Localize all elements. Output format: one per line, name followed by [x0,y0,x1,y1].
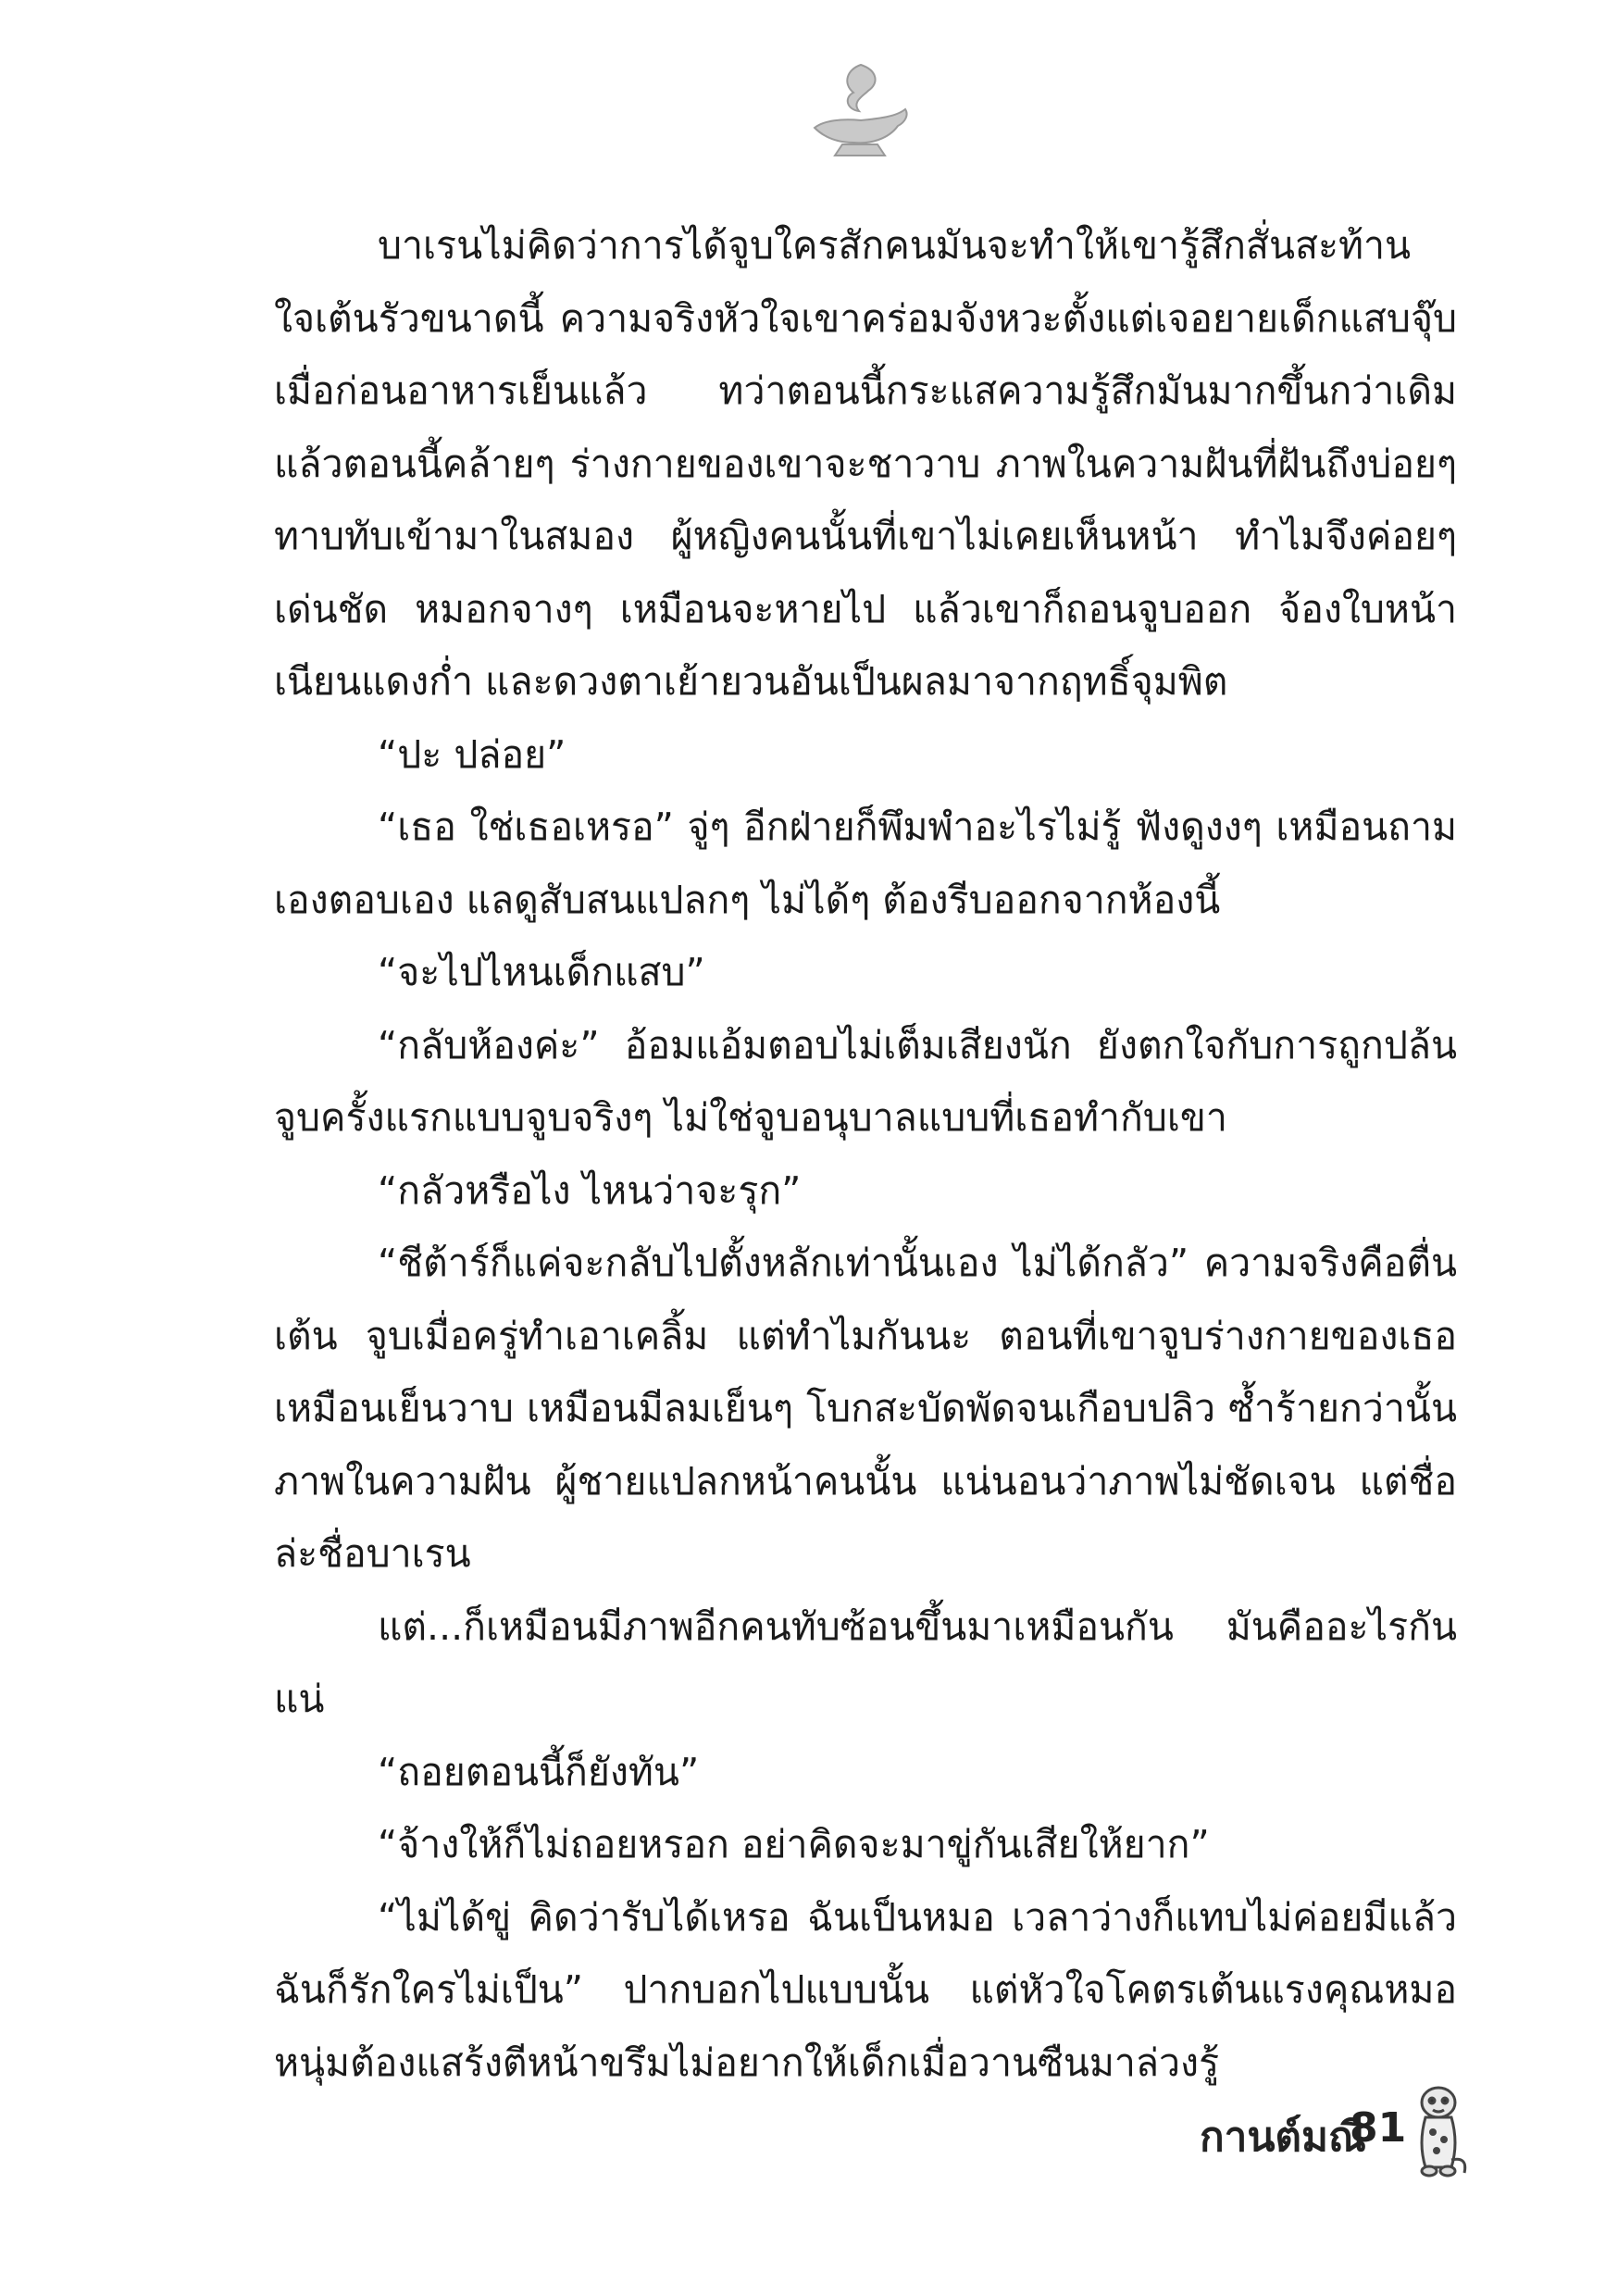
story-text [274,209,1457,2099]
paragraph: “ถอยตอนนี้ก็ยังทัน” [378,1749,700,1794]
paragraph: “จะไปไหนเด็กแสบ” [378,950,705,994]
paragraph: บาเรนไม่คิดว่าการได้จูบใครสักคนมันจะทำให้เขารู้สึกสั่นสะท้าน ใจเต้นรัวขนาดนี้ ความจริงหัวใจเขาคร่อมจังหวะตั้งแต่เจอยายเด็กแสบจุ๊บเมื่อก่อนอาหารเย็นแล้ว ทว่าตอนนี้กระแสความรู้สึกมันมากขึ้นกว่าเดิม แล้วตอนนี้คล้ายๆ ร่างกายของเขาจะชาวาบ ภาพในความฝันที่ฝันถึงบ่อยๆ ทาบทับเข้ามาในสมอง ผู้หญิงคนนั้นที่เขาไม่เคยเห็นหน้า ทำไมจึงค่อยๆ เด่นชัด หมอกจางๆ เหมือนจะหายไป แล้วเขาก็ถอนจูบออก จ้องใบหน้าเนียนแดงก่ำ และดวงตาเย้ายวนอันเป็นผลมาจากฤทธิ์จุมพิต [274,223,1457,704]
page-number: 81 [1350,2104,1407,2152]
paragraph: “กลับห้องค่ะ” อ้อมแอ้มตอบไม่เต็มเสียงนัก ยังตกใจกับการถูกปล้นจูบครั้งแรกแบบจูบจริงๆ ไม่ใช่จูบอนุบาลแบบที่เธอทำกับเขา [274,1022,1457,1140]
paragraph: “ปะ ปล่อย” [378,731,566,777]
paragraph: “ชีต้าร์ก็แค่จะกลับไปตั้งหลักเท่านั้นเอง ไม่ได้กลัว” ความจริงคือตื่นเต้น จูบเมื่อครู่ทำเอาเคลิ้ม แต่ทำไมกันนะ ตอนที่เขาจูบร่างกายของเธอเหมือนเย็นวาบ เหมือนมีลมเย็นๆ โบกสะบัดพัดจนเกือบปลิว ซ้ำร้ายกว่านั้นภาพในความฝัน ผู้ชายแปลกหน้าคนนั้น แน่นอนว่าภาพไม่ชัดเจน แต่ชื่อล่ะชื่อบาเรน [274,1241,1457,1576]
page-footer [1194,2088,1472,2190]
author-name: กานต์มณี [1200,2114,1366,2161]
genie-lamp-icon [796,56,926,167]
paragraph: แต่...ก็เหมือนมีภาพอีกคนทับซ้อนขึ้นมาเหมือนกัน มันคืออะไรกันแน่ [274,1603,1457,1721]
paragraph: “ไม่ได้ขู่ คิดว่ารับได้เหรอ ฉันเป็นหมอ เวลาว่างก็แทบไม่ค่อยมีแล้วฉันก็รักใครไม่เป็น” ปากบอกไปแบบนั้น แต่หัวใจโคตรเต้นแรงคุณหมอหนุ่มต้องแสร้งตีหน้าขรึมไม่อยากให้เด็กเมื่อวานซืนมาล่วงรู้ [274,1894,1457,2085]
paragraph: “จ้างให้ก็ไม่ถอยหรอก อย่าคิดจะมาขู่กันเสียให้ยาก” [378,1822,1210,1866]
paragraph: “เธอ ใช่เธอเหรอ” จู่ๆ อีกฝ่ายก็พึมพำอะไรไม่รู้ ฟังดูงงๆ เหมือนถามเองตอบเอง แลดูสับสนแปลกๆ ไม่ได้ๆ ต้องรีบออกจากห้องนี้ [274,805,1457,922]
cheetah-mascot-icon [1400,2078,1477,2180]
paragraph: “กลัวหรือไง ไหนว่าจะรุก” [378,1167,802,1213]
